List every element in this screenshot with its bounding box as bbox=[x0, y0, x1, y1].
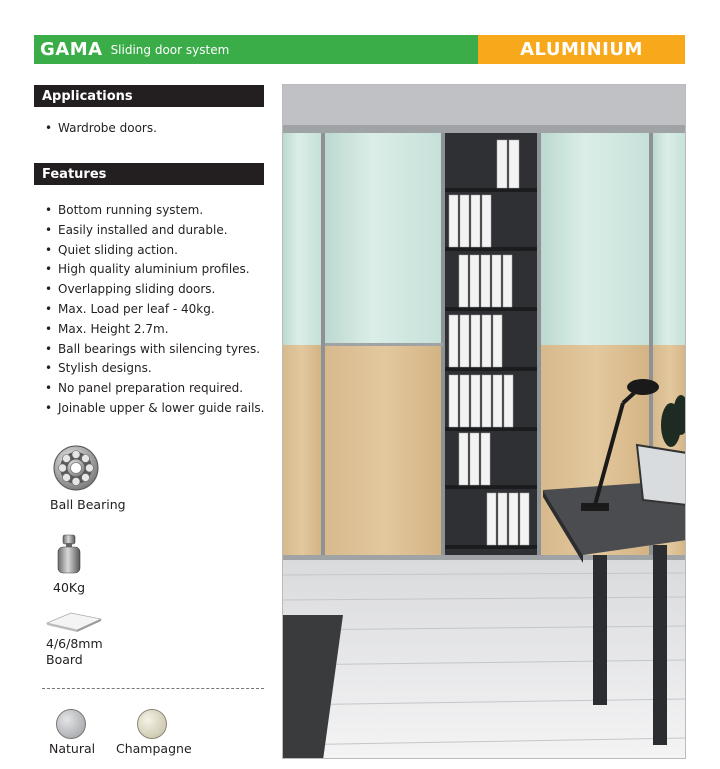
divider bbox=[42, 688, 264, 689]
weight-label: 40Kg bbox=[53, 580, 86, 595]
board-icon bbox=[45, 610, 103, 632]
list-item: • Quiet sliding action. bbox=[44, 241, 264, 261]
applications-heading: Applications bbox=[34, 85, 264, 107]
board-thickness-label: 4/6/8mm bbox=[46, 636, 103, 651]
list-item: • Stylish designs. bbox=[44, 359, 264, 379]
list-item: • Joinable upper & lower guide rails. bbox=[44, 399, 264, 419]
list-item: • Max. Load per leaf - 40kg. bbox=[44, 300, 264, 320]
banner-product bbox=[34, 35, 478, 64]
ball-bearing-label: Ball Bearing bbox=[50, 497, 126, 512]
list-item: • High quality aluminium profiles. bbox=[44, 260, 264, 280]
title-banner bbox=[34, 35, 685, 64]
finish-swatch-natural bbox=[56, 709, 86, 739]
banner-material bbox=[478, 35, 685, 64]
board-label: Board bbox=[46, 652, 83, 667]
list-item: • Easily installed and durable. bbox=[44, 221, 264, 241]
list-item: • Wardrobe doors. bbox=[44, 119, 157, 139]
finish-swatch-champagne bbox=[137, 709, 167, 739]
features-heading: Features bbox=[34, 163, 264, 185]
product-subtitle: Sliding door system bbox=[110, 42, 230, 57]
material-label: ALUMINIUM bbox=[520, 39, 643, 60]
finish-label-natural: Natural bbox=[49, 741, 96, 756]
features-list bbox=[44, 201, 264, 419]
list-item: • Overlapping sliding doors. bbox=[44, 280, 264, 300]
applications-list bbox=[44, 119, 157, 139]
list-item: • Max. Height 2.7m. bbox=[44, 320, 264, 340]
weight-icon bbox=[55, 533, 83, 575]
finish-label-champagne: Champagne bbox=[116, 741, 192, 756]
list-item: • Bottom running system. bbox=[44, 201, 264, 221]
product-name: GAMA bbox=[40, 39, 103, 60]
list-item: • Ball bearings with silencing tyres. bbox=[44, 340, 264, 360]
product-photo bbox=[282, 84, 686, 759]
ball-bearing-icon bbox=[52, 444, 100, 492]
list-item: • No panel preparation required. bbox=[44, 379, 264, 399]
